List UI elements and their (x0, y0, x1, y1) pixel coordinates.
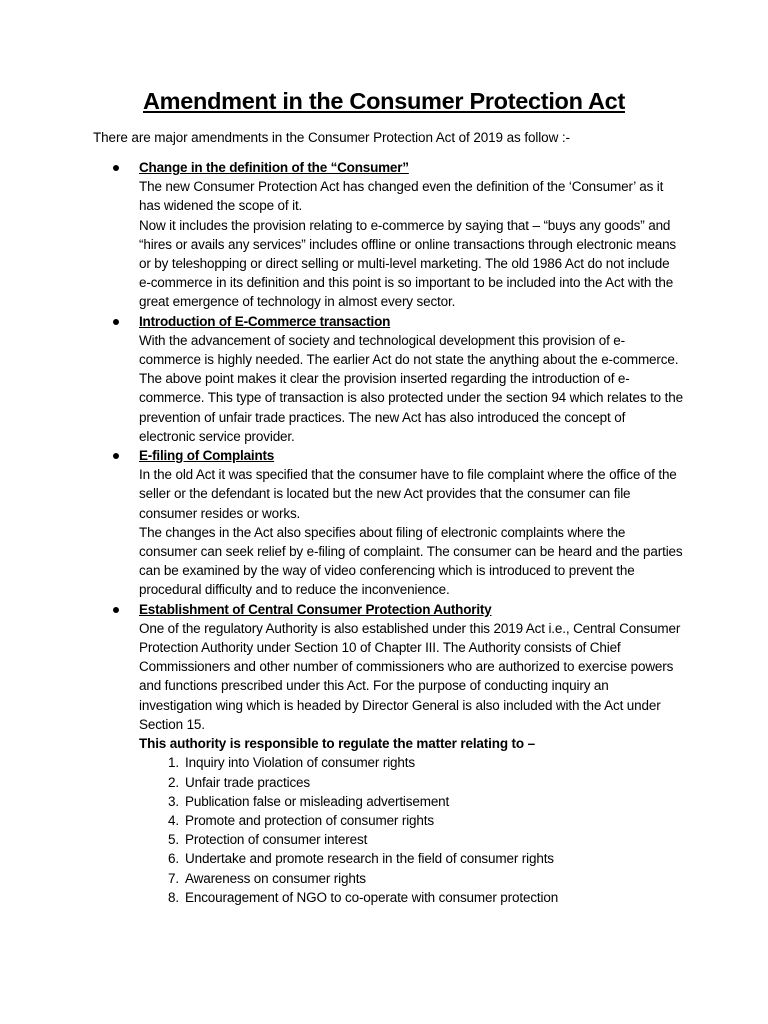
section-ecommerce (113, 312, 683, 446)
section-ccpa (113, 600, 683, 907)
list-item-text: Promote and protection of consumer rights (185, 812, 434, 828)
list-number: 8. (168, 889, 179, 905)
list-item-text: Encouragement of NGO to co-operate with consumer protection (185, 889, 559, 905)
intro-text: There are major amendments in the Consumer Protection Act of 2019 as follow :- (93, 130, 570, 145)
list-item (139, 849, 683, 868)
list-item-text: Awareness on consumer rights (185, 870, 366, 886)
list-item (139, 792, 683, 811)
list-item-text: Unfair trade practices (185, 774, 311, 790)
list-item-text: Protection of consumer interest (185, 832, 368, 848)
list-item (139, 869, 683, 888)
list-item-text: Inquiry into Violation of consumer rights (185, 755, 415, 771)
authority-matters-list (139, 753, 683, 907)
bullet-icon (113, 453, 119, 459)
section-heading: Introduction of E-Commerce transaction (139, 313, 391, 329)
list-number: 2. (168, 774, 179, 790)
bullet-icon (113, 319, 119, 325)
section-efiling (113, 446, 683, 600)
section-paragraph: With the advancement of society and technological development this provision of e-commerce is highly needed. The earlier Act do not state the anything about the e-commerce. The above point makes it clear the provision inserted regarding the introduction of e-commerce. This type of transaction is also protected under the section 94 which relates to the prevention of unfair trade practices. The new Act has also introduced the concept of electronic service provider. (139, 332, 683, 444)
list-number: 1. (168, 755, 179, 771)
section-heading: Establishment of Central Consumer Protection Authority (139, 601, 492, 617)
authority-intro: This authority is responsible to regulate the matter relating to – (139, 736, 535, 752)
bullet-icon (113, 165, 119, 171)
list-number: 3. (168, 793, 179, 809)
list-item (139, 753, 683, 772)
section-paragraph: The changes in the Act also specifies about filing of electronic complaints where the consumer can seek relief by e-filing of complaint. The consumer can be heard and the parties can be examined by the way of video conferencing which is introduced to prevent the procedural difficulty and to reduce the inconvenience. (139, 524, 683, 598)
list-item-text: Publication false or misleading advertisement (185, 793, 450, 809)
list-item (139, 888, 683, 907)
page-title: Amendment in the Consumer Protection Act (143, 88, 625, 114)
section-list (113, 158, 683, 907)
section-paragraph: In the old Act it was specified that the consumer have to file complaint where the office of the seller or the defendant is located but the new Act provides that the consumer can file consumer resides or works. (139, 467, 677, 521)
list-item-text: Undertake and promote research in the field of consumer rights (185, 851, 554, 867)
list-number: 7. (168, 870, 179, 886)
list-number: 5. (168, 832, 179, 848)
list-item (139, 773, 683, 792)
list-item (139, 811, 683, 830)
section-heading: Change in the definition of the “Consumer” (139, 160, 409, 175)
section-heading: E-filing of Complaints (139, 448, 275, 464)
section-paragraph: One of the regulatory Authority is also established under this 2019 Act i.e., Central Consumer Protection Authority under Section 10 of Chapter III. The Authority consists of Chief Commissioners and other number of commissioners who are authorized to exercise powers and functions prescribed under this Act. For the purpose of conducting inquiry an investigation wing which is headed by Director General is also included with the Act under Section 15. (139, 620, 681, 732)
list-item (139, 830, 683, 849)
section-paragraph: The new Consumer Protection Act has changed even the definition of the ‘Consumer’ as it has widened the scope of it. (139, 179, 664, 214)
bullet-icon (113, 607, 119, 613)
section-paragraph: Now it includes the provision relating to e-commerce by saying that – “buys any goods” and “hires or avails any services” includes offline or online transactions through electronic means or by teleshopping or direct selling or multi-level marketing. The old 1986 Act do not include e-commerce in its definition and this point is so important to be included into the Act with the great emergence of technology in almost every sector. (139, 217, 677, 310)
list-number: 4. (168, 812, 179, 828)
section-consumer-definition (113, 158, 683, 312)
list-number: 6. (168, 851, 179, 867)
